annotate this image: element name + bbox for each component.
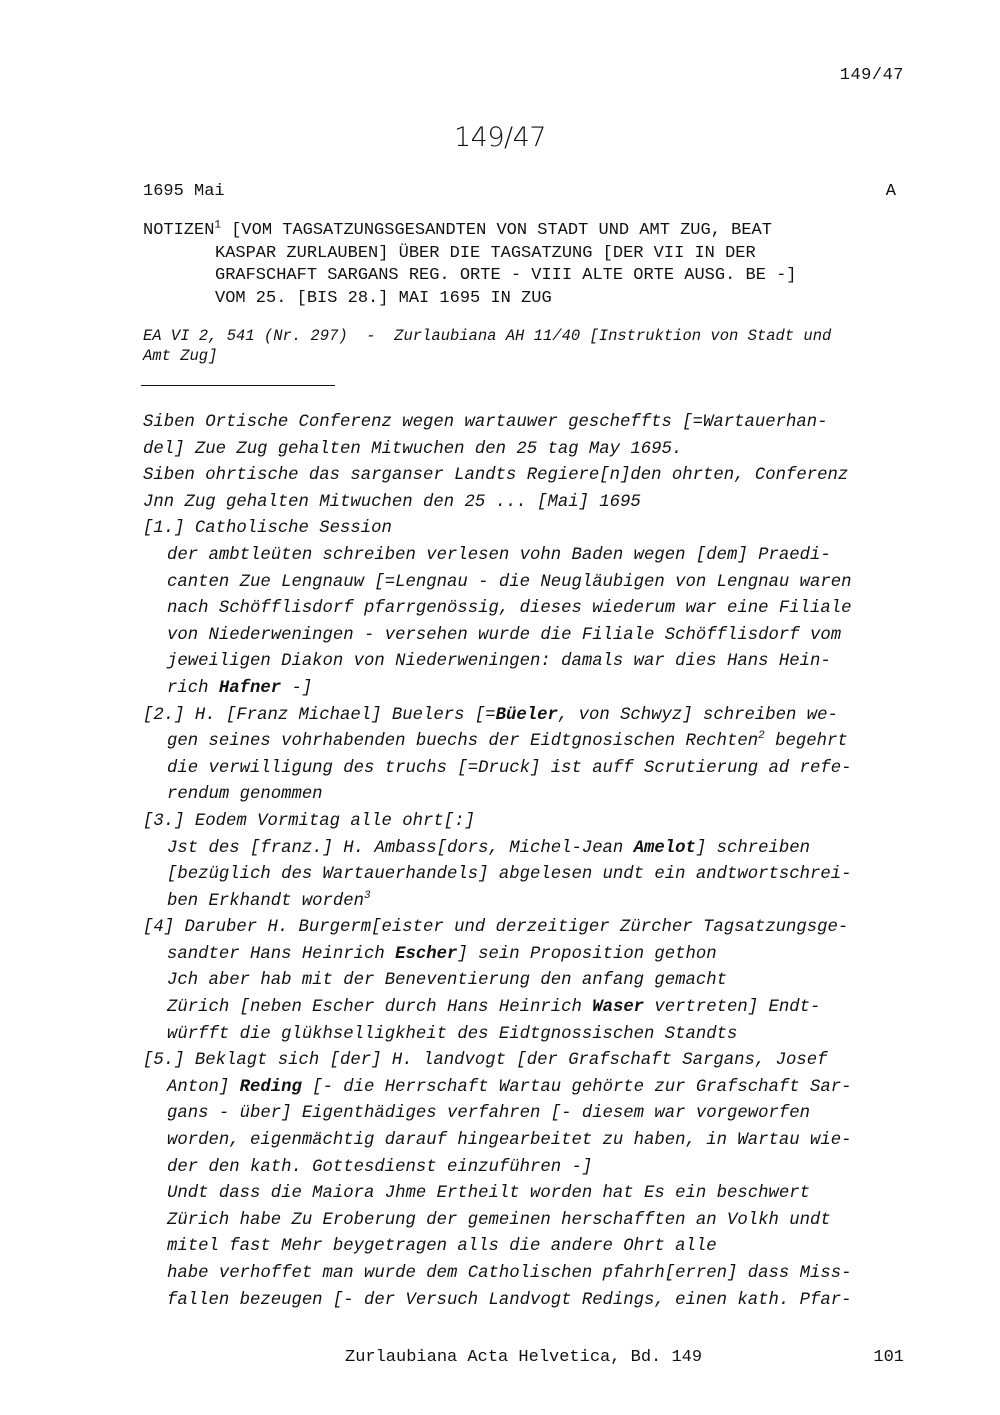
text-line: der ambtleüten schreiben verlesen vohn Baden wegen [dem] Praedi- [167, 545, 831, 565]
text-line: nach Schöfflisdorf pfarrgenössig, dieses wiederum war eine Filiale [167, 599, 852, 619]
text-line: Zürich [neben Escher durch Hans Heinrich Waser vertreten] Endt- [167, 998, 821, 1018]
text-line: Zürich habe Zu Eroberung der gemeinen herschafften an Volkh undt [167, 1210, 831, 1230]
text-line: fallen bezeugen [- der Versuch Landvogt Redings, einen kath. Pfar- [167, 1290, 852, 1310]
section-heading: [5.] Beklagt sich [der] H. landvogt [der Grafschaft Sargans, Josef [143, 1051, 828, 1071]
footer-publication-title: Zurlaubiana Acta Helvetica, Bd. 149 [345, 1348, 703, 1367]
text-line: Jnn Zug gehalten Mitwuchen den 25 ... [Mai] 1695 [143, 492, 641, 512]
text-line: Jst des [franz.] H. Ambass[dors, Michel-Jean Amelot] schreiben [167, 838, 810, 858]
heading-line: KASPAR ZURLAUBEN] ÜBER DIE TAGSATZUNG [DER VII IN DER [215, 243, 756, 263]
text-line: Undt dass die Maiora Jhme Ertheilt worden hat Es ein beschwert [167, 1184, 810, 1204]
source-references [143, 326, 903, 366]
text-line: sandter Hans Heinrich Escher] sein Proposition gethon [167, 944, 717, 964]
text-line: habe verhoffet man wurde dem Catholischen pfahrh[erren] dass Miss- [167, 1264, 852, 1283]
text-line: Siben Ortische Conferenz wegen wartauwer gescheffts [=Wartauerhan- [143, 413, 828, 432]
text-line: von Niederweningen - versehen wurde die Filiale Schöfflisdorf vom [167, 625, 842, 645]
section-heading: [1.] Catholische Session [143, 519, 392, 539]
section-heading: [3.] Eodem Vormitag alle ohrt[:] [143, 811, 475, 831]
text-line: Jch aber hab mit der Beneventierung den anfang gemacht [167, 971, 728, 991]
text-line: Anton] Reding [- die Herrschaft Wartau gehörte zur Grafschaft Sar- [167, 1077, 852, 1097]
heading-line: NOTIZEN$^1$ [VOM TAGSATZUNGSGESANDTEN VON STADT UND AMT ZUG, BEAT [143, 219, 772, 240]
heading-line: VOM 25. [BIS 28.] MAI 1695 IN ZUG [215, 288, 552, 308]
section-heading: [2.] H. [Franz Michael] Buelers [=Büeler, von Schwyz] schreiben we- [143, 705, 838, 725]
text-line: del] Zue Zug gehalten Mitwuchen den 25 tag May 1695. [143, 439, 683, 459]
running-head: 149/47 [839, 66, 904, 85]
text-line: die verwilligung des truchs [=Druck] ist auff Scrutierung ad refe- [167, 758, 852, 778]
text-line: Siben ohrtische das sarganser Landts Regiere[n]den ohrten, Conferenz [143, 466, 849, 486]
text-line: canten Zue Lengnauw [=Lengnau - die Neugläubigen von Lengnau waren [167, 572, 852, 592]
text-line: ben Erkhandt worden$^3$ [167, 889, 371, 911]
text-line: rich Hafner -] [167, 678, 313, 698]
document-heading [143, 220, 903, 310]
text-line: jeweiligen Diakon von Niederweningen: damals war dies Hans Hein- [167, 652, 831, 672]
separator-rule [141, 385, 335, 386]
reference-line: EA VI 2, 541 (Nr. 297) - Zurlaubiana AH 11/40 [Instruktion von Stadt und [143, 327, 832, 345]
text-line: mitel fast Mehr beygetragen alls die andere Ohrt alle [167, 1237, 717, 1257]
text-line: gen seines vohrhabenden buechs der Eidtgnosischen Rechten$^2$ begehrt [167, 730, 848, 752]
document-letter: A [885, 182, 896, 201]
text-line: rendum genommen [167, 785, 323, 805]
text-line: der den kath. Gottesdienst einzuführen -] [167, 1157, 593, 1177]
text-line: würfft die glükhselligkheit des Eidtgnossischen Standts [167, 1024, 738, 1044]
text-line: [bezüglich des Wartauerhandels] abgelesen undt ein andtwortschrei- [167, 865, 852, 885]
page-title: 149/47 [454, 122, 546, 153]
reference-line: Amt Zug] [143, 347, 218, 365]
document-date: 1695 Mai [143, 182, 225, 201]
heading-line: GRAFSCHAFT SARGANS REG. ORTE - VIII ALTE ORTE AUSG. BE -] [215, 266, 797, 285]
transcription-body [143, 410, 913, 1314]
text-line: worden, eigenmächtig darauf hingearbeitet zu haben, in Wartau wie- [167, 1131, 852, 1151]
text-line: gans - über] Eigenthädiges verfahren [- diesem war vorgeworfen [167, 1104, 810, 1124]
page-number: 101 [873, 1348, 904, 1367]
section-heading: [4] Daruber H. Burgerm[eister und derzeitiger Zürcher Tagsatzungsge- [143, 918, 849, 938]
